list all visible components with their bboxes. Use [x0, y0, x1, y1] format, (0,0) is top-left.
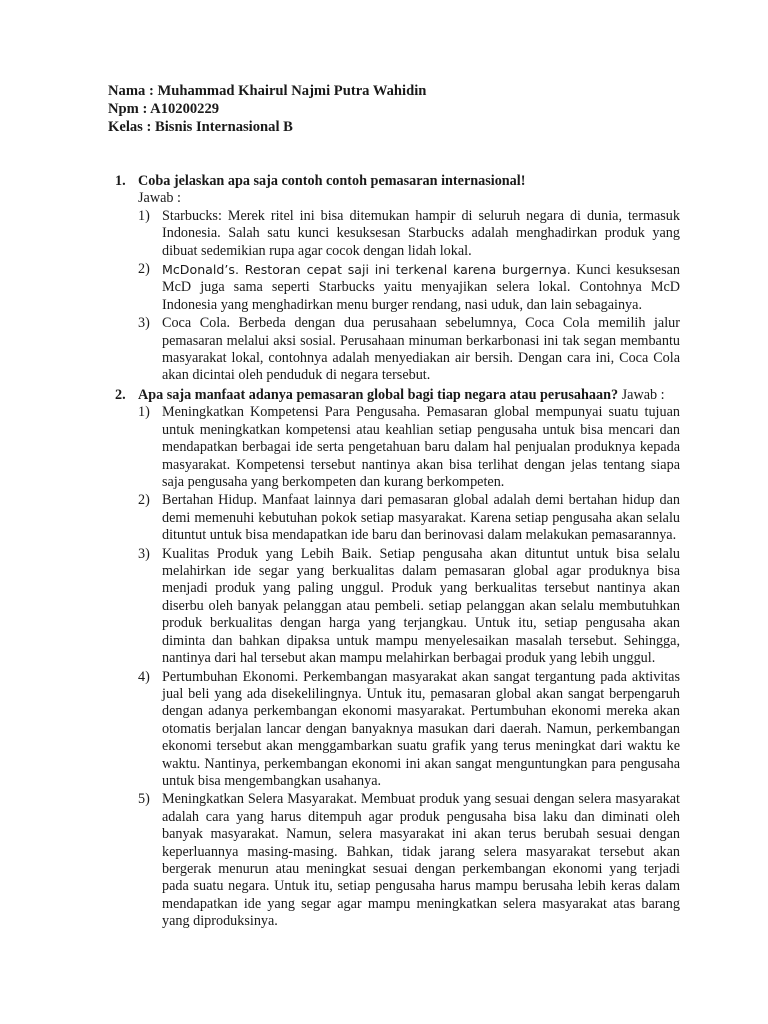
list-item [138, 669, 680, 791]
list-item [138, 791, 680, 930]
answer-2-list [115, 404, 680, 930]
list-item-text: Meningkatkan Selera Masyarakat. Membuat produk yang sesuai dengan selera masyarakat adalah cara yang harus ditempuh agar produk pengusaha bisa laku dan diminati oleh banyak masyarakat. Namun, selera masyarakat ini akan terus berubah sesuai dengan keperluannya masing-masing. Bahkan, tidak jarang selera masyarakat tersebut akan bergerak menurun atau meningkat sesuai dengan perkembangan ekonomi yang terjadi pada suatu negara. Untuk itu, setiap pengusaha harus mampu berusaha lebih keras dalam mendapatkan ide yang segar agar mampu meningkatkan selera masyarakat atas barang yang diproduksinya. [162, 791, 680, 930]
student-class: Kelas : Bisnis Internasional B [108, 119, 293, 135]
question-2 [115, 387, 680, 932]
list-item-lead: McDonald’s. Restoran cepat saji ini terkenal karena burgernya. [162, 262, 571, 278]
list-item [138, 315, 680, 385]
list-item-text: Bertahan Hidup. Manfaat lainnya dari pemasaran global adalah demi bertahan hidup dan demi memenuhi kebutuhan pokok setiap masyarakat. Karena setiap pengusaha akan selalu dituntut untuk bisa mendapatkan ide baru dan berinovasi dalam melakukan pemasarannya. [162, 492, 680, 544]
list-item-number: 1) [138, 404, 150, 421]
question-2-text: Apa saja manfaat adanya pemasaran global bagi tiap negara atau perusahaan? [138, 387, 619, 403]
list-item-number: 5) [138, 791, 150, 808]
question-2-jawab: Jawab : [618, 387, 665, 403]
question-1-line [115, 173, 680, 190]
list-item-number: 2) [138, 492, 150, 509]
question-1-number: 1. [115, 173, 126, 189]
list-item-number: 3) [138, 315, 150, 332]
list-item-number: 2) [138, 261, 150, 278]
question-1 [115, 173, 680, 386]
list-item [138, 261, 680, 314]
list-item-number: 3) [138, 545, 150, 562]
list-item [138, 546, 680, 668]
list-item-text: Kunci kesuksesan McD juga sama seperti Starbucks yaitu menyajikan selera lokal. Contohnya McD Indonesia yang menghadirkan menu burger rendang, nasi uduk, dan lain sebagainya. [162, 262, 680, 313]
list-item-number: 1) [138, 207, 150, 224]
list-item-text: Starbucks: Merek ritel ini bisa ditemukan hampir di seluruh negara di dunia, termasuk Indonesia. Salah satu kunci kesuksesan Starbucks adalah menghadirkan produk yang dibuat sedemikian rupa agar cocok dengan lidah lokal. [162, 207, 680, 259]
list-item [138, 208, 680, 260]
list-item-number: 4) [138, 668, 150, 685]
list-item-text: Coca Cola. Berbeda dengan dua perusahaan sebelumnya, Coca Cola memilih jalur pemasaran melalui aksi sosial. Perusahaan minuman berkarbonasi ini tak segan membantu masyarakat lokal, contohnya adalah menyediakan air bersih. Dengan cara ini, Coca Cola akan dicintai oleh penduduk di negara tersebut. [162, 315, 680, 384]
question-1-text: Coba jelaskan apa saja contoh contoh pemasaran internasional! [138, 173, 526, 189]
question-1-jawab: Jawab : [138, 190, 181, 207]
question-2-number: 2. [115, 387, 126, 403]
student-npm: Npm : A10200229 [108, 101, 220, 117]
student-name: Nama : Muhammad Khairul Najmi Putra Wahidin [108, 83, 427, 99]
list-item [138, 404, 680, 491]
answer-1-list [115, 208, 680, 385]
list-item-text: Kualitas Produk yang Lebih Baik. Setiap pengusaha akan dituntut untuk bisa selalu melahirkan ide segar yang berkualitas dalam pemasaran global agar produknya bisa menjadi produk yang paling unggul. Produk yang berkualitas tersebut nantinya akan diserbu oleh banyak pelanggan atau pembeli. setiap pelanggan akan selalu membutuhkan produk berkualitas dengan harga yang terjangkau. Untuk itu, setiap pengusaha akan diminta dan bahkan dipaksa untuk mampu menyelesaikan masalah tersebut. Sehingga, nantinya dari hal tersebut akan mampu melahirkan berbagai produk yang lebih unggul. [162, 545, 680, 667]
list-item-text: Meningkatkan Kompetensi Para Pengusaha. Pemasaran global mempunyai suatu tujuan untuk meningkatkan kompetensi atau keahlian setiap pengusaha untuk bisa mencari dan mendapatkan berbagai ide serta pengetahuan baru dalam hal penjualan produknya kepada masyarakat. Kompetensi tersebut nantinya akan bisa terlihat dengan jelas tentang siapa saja pengusaha yang berkompeten dan kurang berkompeten. [162, 404, 680, 491]
question-2-line [115, 387, 680, 404]
list-item-text: Pertumbuhan Ekonomi. Perkembangan masyarakat akan sangat tergantung pada aktivitas jual beli yang ada disekelilingnya. Untuk itu, pemasaran global akan sangat berpengaruh dengan adanya perkembangan ekonomi masyarakat. Pertumbuhan ekonomi mereka akan otomatis berjalan lancar dengan banyaknya masukan dari daerah. Namun, perkembangan ekonomi tersebut akan menggambarkan suatu grafik yang terus meningkat dari waktu ke waktu. Nantinya, perkembangan ekonomi ini akan sangat menguntungkan para pengusaha untuk bisa mengembangkan usahanya. [162, 668, 680, 789]
student-header [108, 82, 426, 136]
list-item [138, 492, 680, 544]
